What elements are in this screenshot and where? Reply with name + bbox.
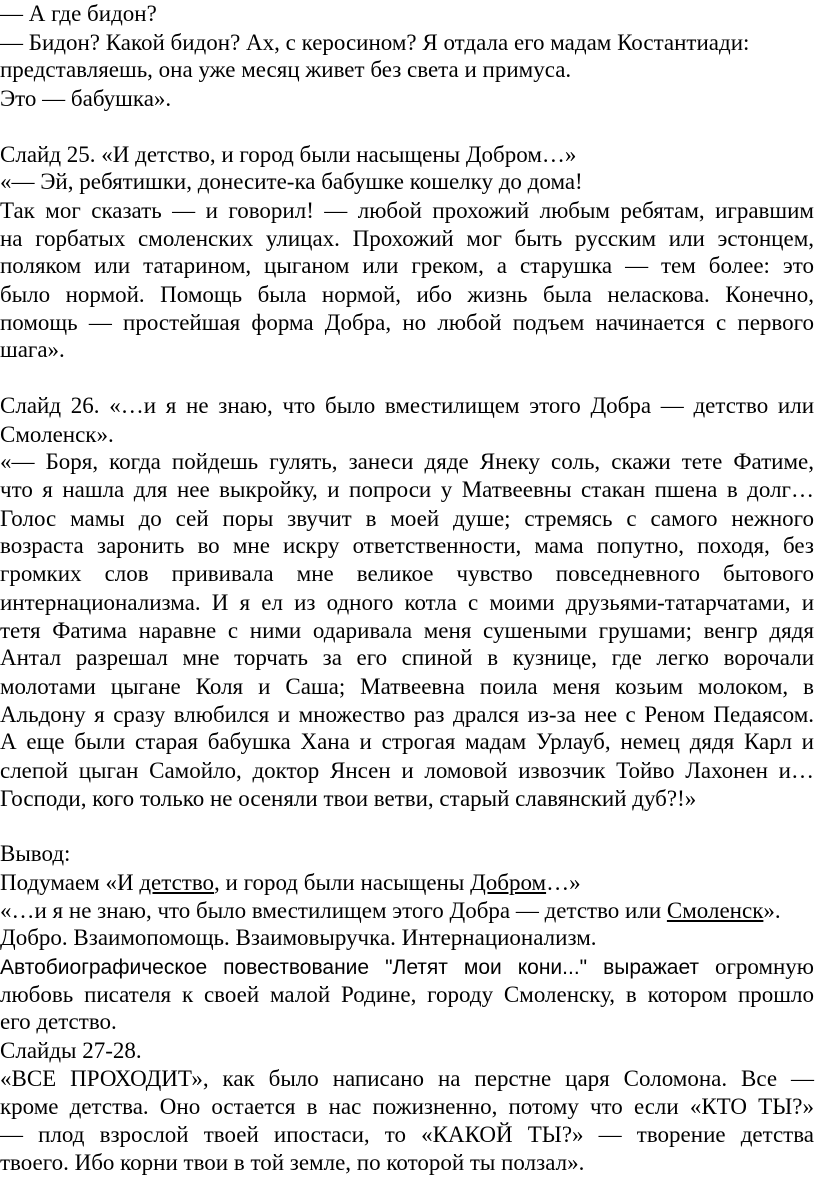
text-line: шага». <box>0 337 65 362</box>
text-line: Альдону я сразу влюбился и множество раз дрался из-за нее с Реном Педаясом. <box>0 702 814 727</box>
text-line: твоего. Ибо корни твои в той земле, по которой ты ползал». <box>0 1150 585 1175</box>
text-line: «ВСЕ ПРОХОДИТ», как было написано на перстне царя Соломона. Все — <box>0 1066 814 1091</box>
text-span: , и город были насыщены <box>214 870 471 895</box>
text-line: что я нашла для нее выкройку, и попроси у Матвеевны стакан пшена в долг… <box>0 477 814 502</box>
text-line: Господи, кого только не осеняли твои ветви, старый славянский дуб?!» <box>0 786 697 811</box>
text-line: на горбатых смоленских улицах. Прохожий мог быть русским или эстонцем, <box>0 226 814 251</box>
conclusion-line: его детство. <box>0 1009 117 1034</box>
text-line: поляком или татарином, цыганом или греком, а старушка — тем более: это <box>0 253 814 278</box>
underlined-word: Смоленск <box>666 898 764 923</box>
conclusion-line: любовь писателя к своей малой Родине, городу Смоленску, в котором прошло <box>0 982 814 1007</box>
conclusion-line <box>0 897 781 924</box>
text-line: помощь — простейшая форма Добра, но любой подъем начинается с первого <box>0 310 814 335</box>
text-span: Подумаем «И <box>0 870 140 895</box>
conclusion-line <box>0 869 581 896</box>
text-span: огромную <box>699 954 814 979</box>
text-line: Антал разрешал мне торчать за его спиной в кузнице, где легко ворочали <box>0 645 814 670</box>
text-line: молотами цыгане Коля и Саша; Матвеевна поила меня козьим молоком, в <box>0 674 814 699</box>
conclusion-line <box>0 953 814 981</box>
underlined-word: Добром <box>470 870 547 895</box>
slide-heading: Слайд 26. «…и я не знаю, что было вместилищем этого Добра — детство или <box>0 393 814 418</box>
text-line: Так мог сказать — и говорил! — любой прохожий любым ребятам, игравшим <box>0 198 814 223</box>
text-line: «— Эй, ребятишки, донесите-ка бабушке кошелку до дома! <box>0 169 583 194</box>
slide-heading: Слайд 25. «И детство, и город были насыщены Добром…» <box>0 142 577 167</box>
slide-heading: Слайды 27-28. <box>0 1038 142 1063</box>
text-line: — плод взрослой твоей ипостаси, то «КАКОЙ ТЫ?» — творение детства <box>0 1122 814 1147</box>
text-span: «…и я не знаю, что было вместилищем этого Добра — детство или <box>0 898 667 923</box>
underlined-word: детство <box>139 870 215 895</box>
text-line: возраста заронить во мне искру ответственности, мама попутно, походя, без <box>0 533 814 558</box>
text-line: Голос мамы до сей поры звучит в моей душе; стремясь с самого нежного <box>0 506 814 531</box>
text-line: А еще были старая бабушка Хана и строгая мадам Урлауб, немец дядя Карл и <box>0 729 814 754</box>
text-line: громких слов прививала мне великое чувство повседневного бытового <box>0 561 814 586</box>
text-line: «— Боря, когда пойдешь гулять, занеси дяде Янеку соль, скажи тете Фатиме, <box>0 449 814 474</box>
text-span: …» <box>546 870 581 895</box>
text-line: Это — бабушка». <box>0 86 172 111</box>
text-line: слепой цыган Самойло, доктор Янсен и ломовой извозчик Тойво Лахонен и… <box>0 758 814 783</box>
sans-text-span: Автобиографическое повествование "Летят мои кони..." выражает <box>0 956 700 979</box>
conclusion-heading: Вывод: <box>0 841 71 866</box>
slide-heading: Смоленск». <box>0 422 114 447</box>
text-line: тетя Фатима наравне с ними одаривала меня сушеными грушами; венгр дядя <box>0 618 814 643</box>
conclusion-line: Добро. Взаимопомощь. Взаимовыручка. Интернационализм. <box>0 925 597 950</box>
text-line: было нормой. Помощь была нормой, ибо жизнь была неласкова. Конечно, <box>0 282 814 307</box>
text-span: ». <box>763 898 781 923</box>
text-line: интернационализма. И я ел из одного котла с моими друзьями-татарчатами, и <box>0 590 814 615</box>
text-line: — Бидон? Какой бидон? Ах, с керосином? Я отдала его мадам Костантиади: <box>0 30 750 55</box>
text-line: представляешь, она уже месяц живет без света и примуса. <box>0 57 572 82</box>
text-line: — А где бидон? <box>0 1 157 26</box>
text-line: кроме детства. Оно остается в нас пожизненно, потому что если «КТО ТЫ?» <box>0 1094 814 1119</box>
